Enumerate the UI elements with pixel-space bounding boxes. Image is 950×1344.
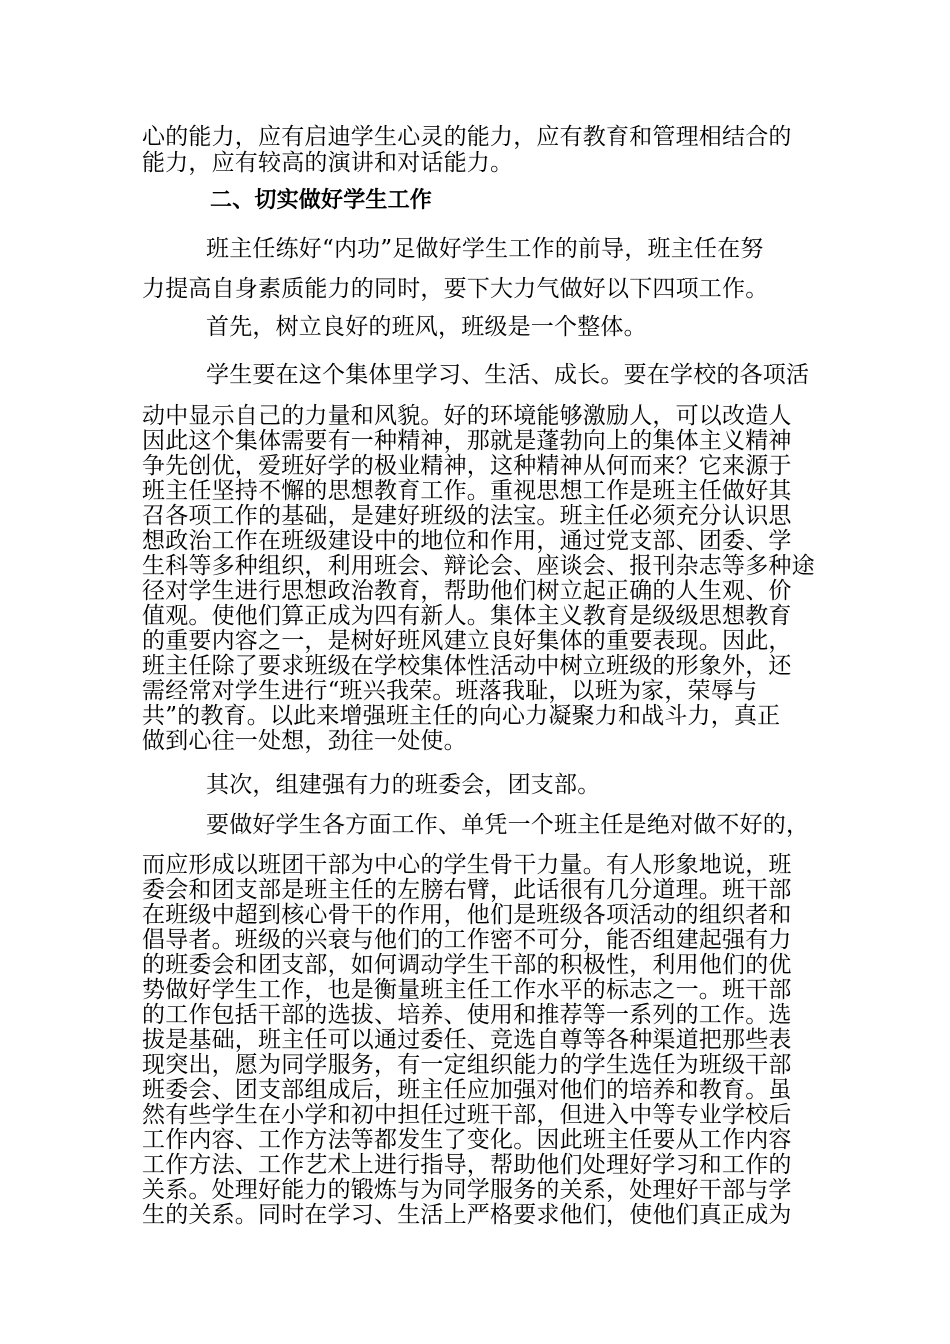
para5-line-11: 班委会、团支部组成后，班主任应加强对他们的培养和教育。虽 — [142, 1077, 792, 1103]
para5-line-1: 要做好学生各方面工作、单凭一个班主任是绝对做不好的， — [206, 812, 810, 838]
para3-line-1: 学生要在这个集体里学习、生活、成长。要在学校的各项活 — [206, 362, 810, 388]
para3-line-10: 值观。使他们算正成为四有新人。集体主义教育是级级思想教育 — [142, 603, 792, 629]
intro-line-2: 能力，应有较高的演讲和对话能力。 — [142, 150, 514, 176]
para5-line-12: 然有些学生在小学和初中担任过班干部，但进入中等专业学校后 — [142, 1102, 792, 1128]
para3-line-12: 班主任除了要求班级在学校集体性活动中树立班级的形象外，还 — [142, 653, 792, 679]
para3-line-11: 的重要内容之一，是树好班风建立良好集体的重要表现。因此， — [142, 628, 792, 654]
para5-line-2: 而应形成以班团干部为中心的学生骨干力量。有人形象地说，班 — [142, 852, 792, 878]
para3-line-13: 需经常对学生进行“班兴我荣。班落我耻，以班为家，荣辱与 — [142, 678, 758, 704]
para5-line-8: 的工作包括干部的选拔、培养、使用和推荐等一系列的工作。选 — [142, 1002, 792, 1028]
para4-line: 其次，组建强有力的班委会，团支部。 — [206, 772, 601, 798]
para3-line-15: 做到心往一处想，劲往一处使。 — [142, 728, 467, 754]
para3-line-9: 径对学生进行思想政治教育，帮助他们树立起正确的人生观、价 — [142, 578, 792, 604]
para5-line-10: 现突出，愿为同学服务，有一定组织能力的学生选任为班级干部 — [142, 1052, 792, 1078]
para3-line-3: 因此这个集体需要有一种精神，那就是蓬勃向上的集体主义精神 — [142, 428, 792, 454]
para3-line-5: 班主任坚持不懈的思想教育工作。重视思想工作是班主任做好其 — [142, 478, 792, 504]
intro-line-1: 心的能力，应有启迪学生心灵的能力，应有教育和管理相结合的 — [142, 124, 792, 150]
para3-line-14: 共”的教育。以此来增强班主任的向心力凝聚力和战斗力，真正 — [142, 703, 781, 729]
section-heading: 二、切实做好学生工作 — [210, 188, 433, 213]
para1-line-1: 班主任练好“内功”足做好学生工作的前导，班主任在努 — [206, 236, 764, 262]
para5-line-5: 倡导者。班级的兴衰与他们的工作密不可分，能否组建起强有力 — [142, 927, 792, 953]
para5-line-9: 拔是基础，班主任可以通过委任、竞选自尊等各种渠道把那些表 — [142, 1027, 792, 1053]
para5-line-15: 关系。处理好能力的锻炼与为同学服务的关系，处理好干部与学 — [142, 1177, 792, 1203]
para1-line-2: 力提高自身素质能力的同时，要下大力气做好以下四项工作。 — [142, 276, 769, 302]
para5-line-4: 在班级中超到核心骨干的作用，他们是班级各项活动的组织者和 — [142, 902, 792, 928]
para5-line-7: 势做好学生工作，也是衡量班主任工作水平的标志之一。班干部 — [142, 977, 792, 1003]
para5-line-3: 委会和团支部是班主任的左膀右臂，此话很有几分道理。班干部 — [142, 877, 792, 903]
para5-line-14: 工作方法、工作艺术上进行指导，帮助他们处理好学习和工作的 — [142, 1152, 792, 1178]
para5-line-6: 的班委会和团支部，如何调动学生干部的积极性，利用他们的优 — [142, 952, 792, 978]
para3-line-8: 生科等多种组织，利用班会、辩论会、座谈会、报刊杂志等多种途 — [142, 553, 815, 579]
para3-line-6: 召各项工作的基础，是建好班级的法宝。班主任必须充分认识思 — [142, 503, 792, 529]
para2-line: 首先，树立良好的班风，班级是一个整体。 — [206, 314, 647, 340]
para3-line-2: 动中显示自己的力量和风貌。好的环境能够激励人，可以改造人 — [142, 403, 792, 429]
para3-line-4: 争先创优，爱班好学的极业精神，这种精神从何而来？它来源于 — [142, 453, 792, 479]
para5-line-16: 生的关系。同时在学习、生活上严格要求他们，使他们真正成为 — [142, 1202, 792, 1228]
para3-line-7: 想政治工作在班级建设中的地位和作用，通过党支部、团委、学 — [142, 528, 792, 554]
para5-line-13: 工作内容、工作方法等都发生了变化。因此班主任要从工作内容 — [142, 1127, 792, 1153]
